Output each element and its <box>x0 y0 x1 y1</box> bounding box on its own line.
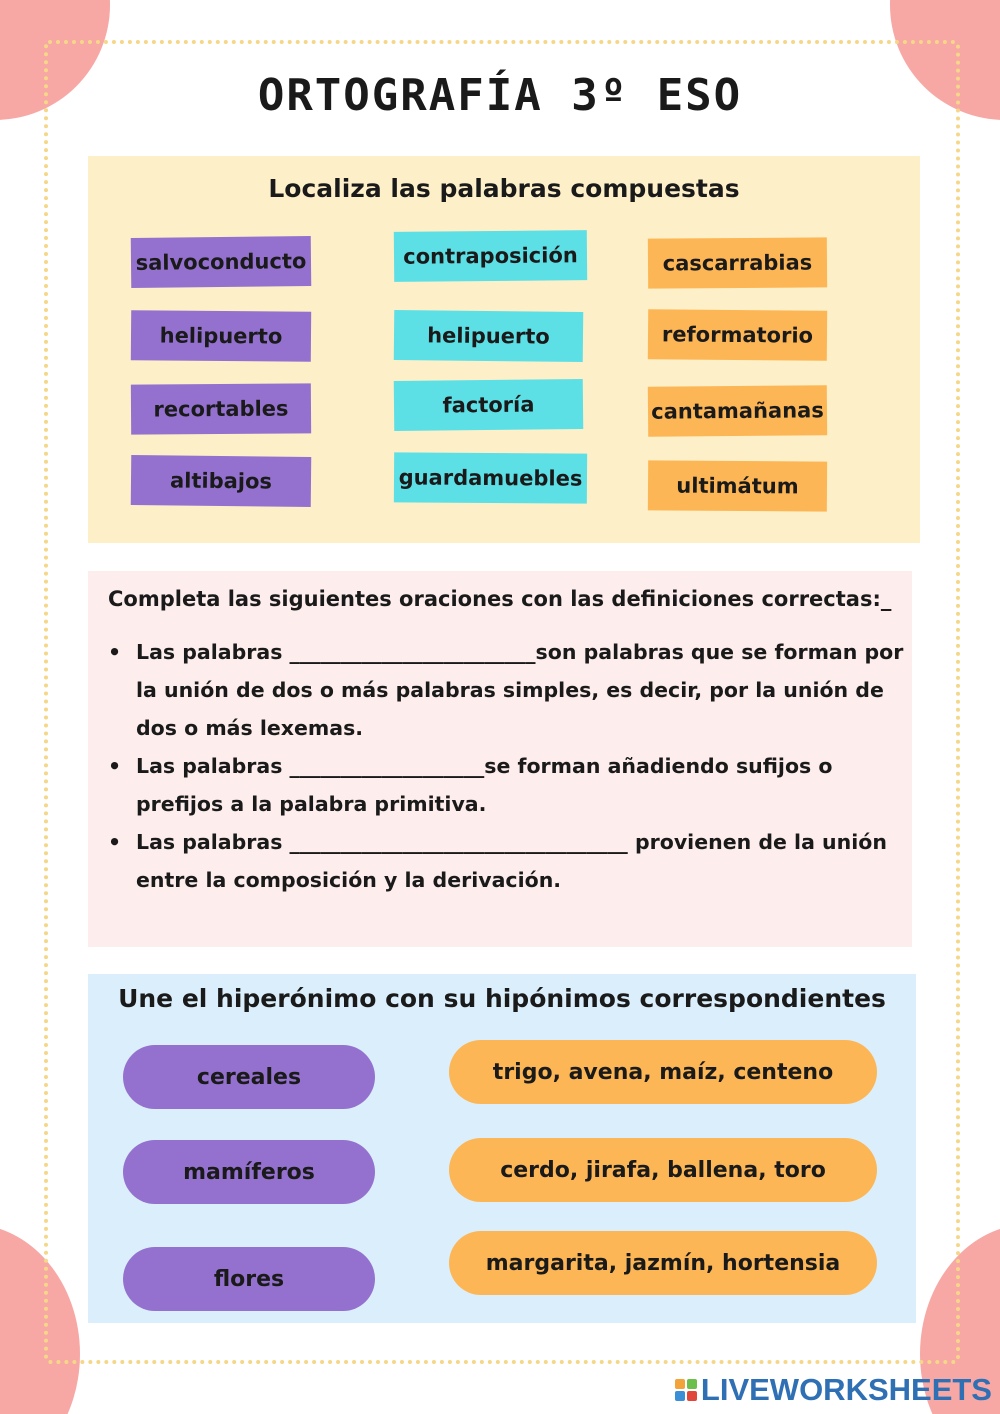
brand-name: LIVEWORKSHEETS <box>700 1372 992 1407</box>
definitions-list <box>108 633 906 899</box>
page-title: ORTOGRAFÍA 3º ESO <box>257 70 743 121</box>
definition-text[interactable]: Las palabras _________________________________ provienen de la unión entre la composición y la derivación. <box>136 830 887 892</box>
compound-words-section <box>88 156 920 543</box>
liveworksheets-logo-icon <box>675 1379 697 1401</box>
list-item <box>108 633 906 747</box>
word-card[interactable]: contraposición <box>394 230 587 282</box>
word-card[interactable]: guardamuebles <box>394 452 587 503</box>
hyponym-card[interactable]: cerdo, jirafa, ballena, toro <box>449 1138 877 1202</box>
hyponym-card[interactable]: trigo, avena, maíz, centeno <box>449 1040 877 1104</box>
matching-title: Une el hiperónimo con su hipónimos correspondientes <box>118 984 886 1013</box>
bullet-icon: • <box>108 830 122 854</box>
hyperonym-card[interactable]: flores <box>123 1247 375 1311</box>
hyperonym-card[interactable]: mamíferos <box>123 1140 375 1204</box>
word-card[interactable]: recortables <box>131 383 311 434</box>
word-card[interactable]: helipuerto <box>394 310 584 362</box>
definition-text[interactable]: Las palabras ________________________son palabras que se forman por la unión de dos o más palabras simples, es decir, por la unión de dos o más lexemas. <box>136 640 904 740</box>
list-item <box>108 823 906 899</box>
liveworksheets-brand[interactable] <box>675 1372 992 1408</box>
word-card[interactable]: factoría <box>394 379 584 431</box>
list-item <box>108 747 906 823</box>
compound-words-title: Localiza las palabras compuestas <box>268 174 740 203</box>
word-card[interactable]: helipuerto <box>131 310 311 362</box>
hyperonym-card[interactable]: cereales <box>123 1045 375 1109</box>
bullet-icon: • <box>108 640 122 664</box>
word-card[interactable]: cascarrabias <box>648 237 827 288</box>
word-card[interactable]: ultimátum <box>648 460 827 511</box>
word-card[interactable]: reformatorio <box>648 309 827 361</box>
definitions-instruction: Completa las siguientes oraciones con las definiciones correctas:_ <box>108 587 892 611</box>
word-card[interactable]: salvoconducto <box>131 236 312 288</box>
word-card[interactable]: altibajos <box>131 455 312 507</box>
definition-text[interactable]: Las palabras ___________________se forman añadiendo sufijos o prefijos a la palabra primitiva. <box>136 754 833 816</box>
hyponym-card[interactable]: margarita, jazmín, hortensia <box>449 1231 877 1295</box>
bullet-icon: • <box>108 754 122 778</box>
definitions-section <box>88 571 912 947</box>
word-card[interactable]: cantamañanas <box>648 385 827 437</box>
hyperonym-matching-section <box>88 974 916 1323</box>
